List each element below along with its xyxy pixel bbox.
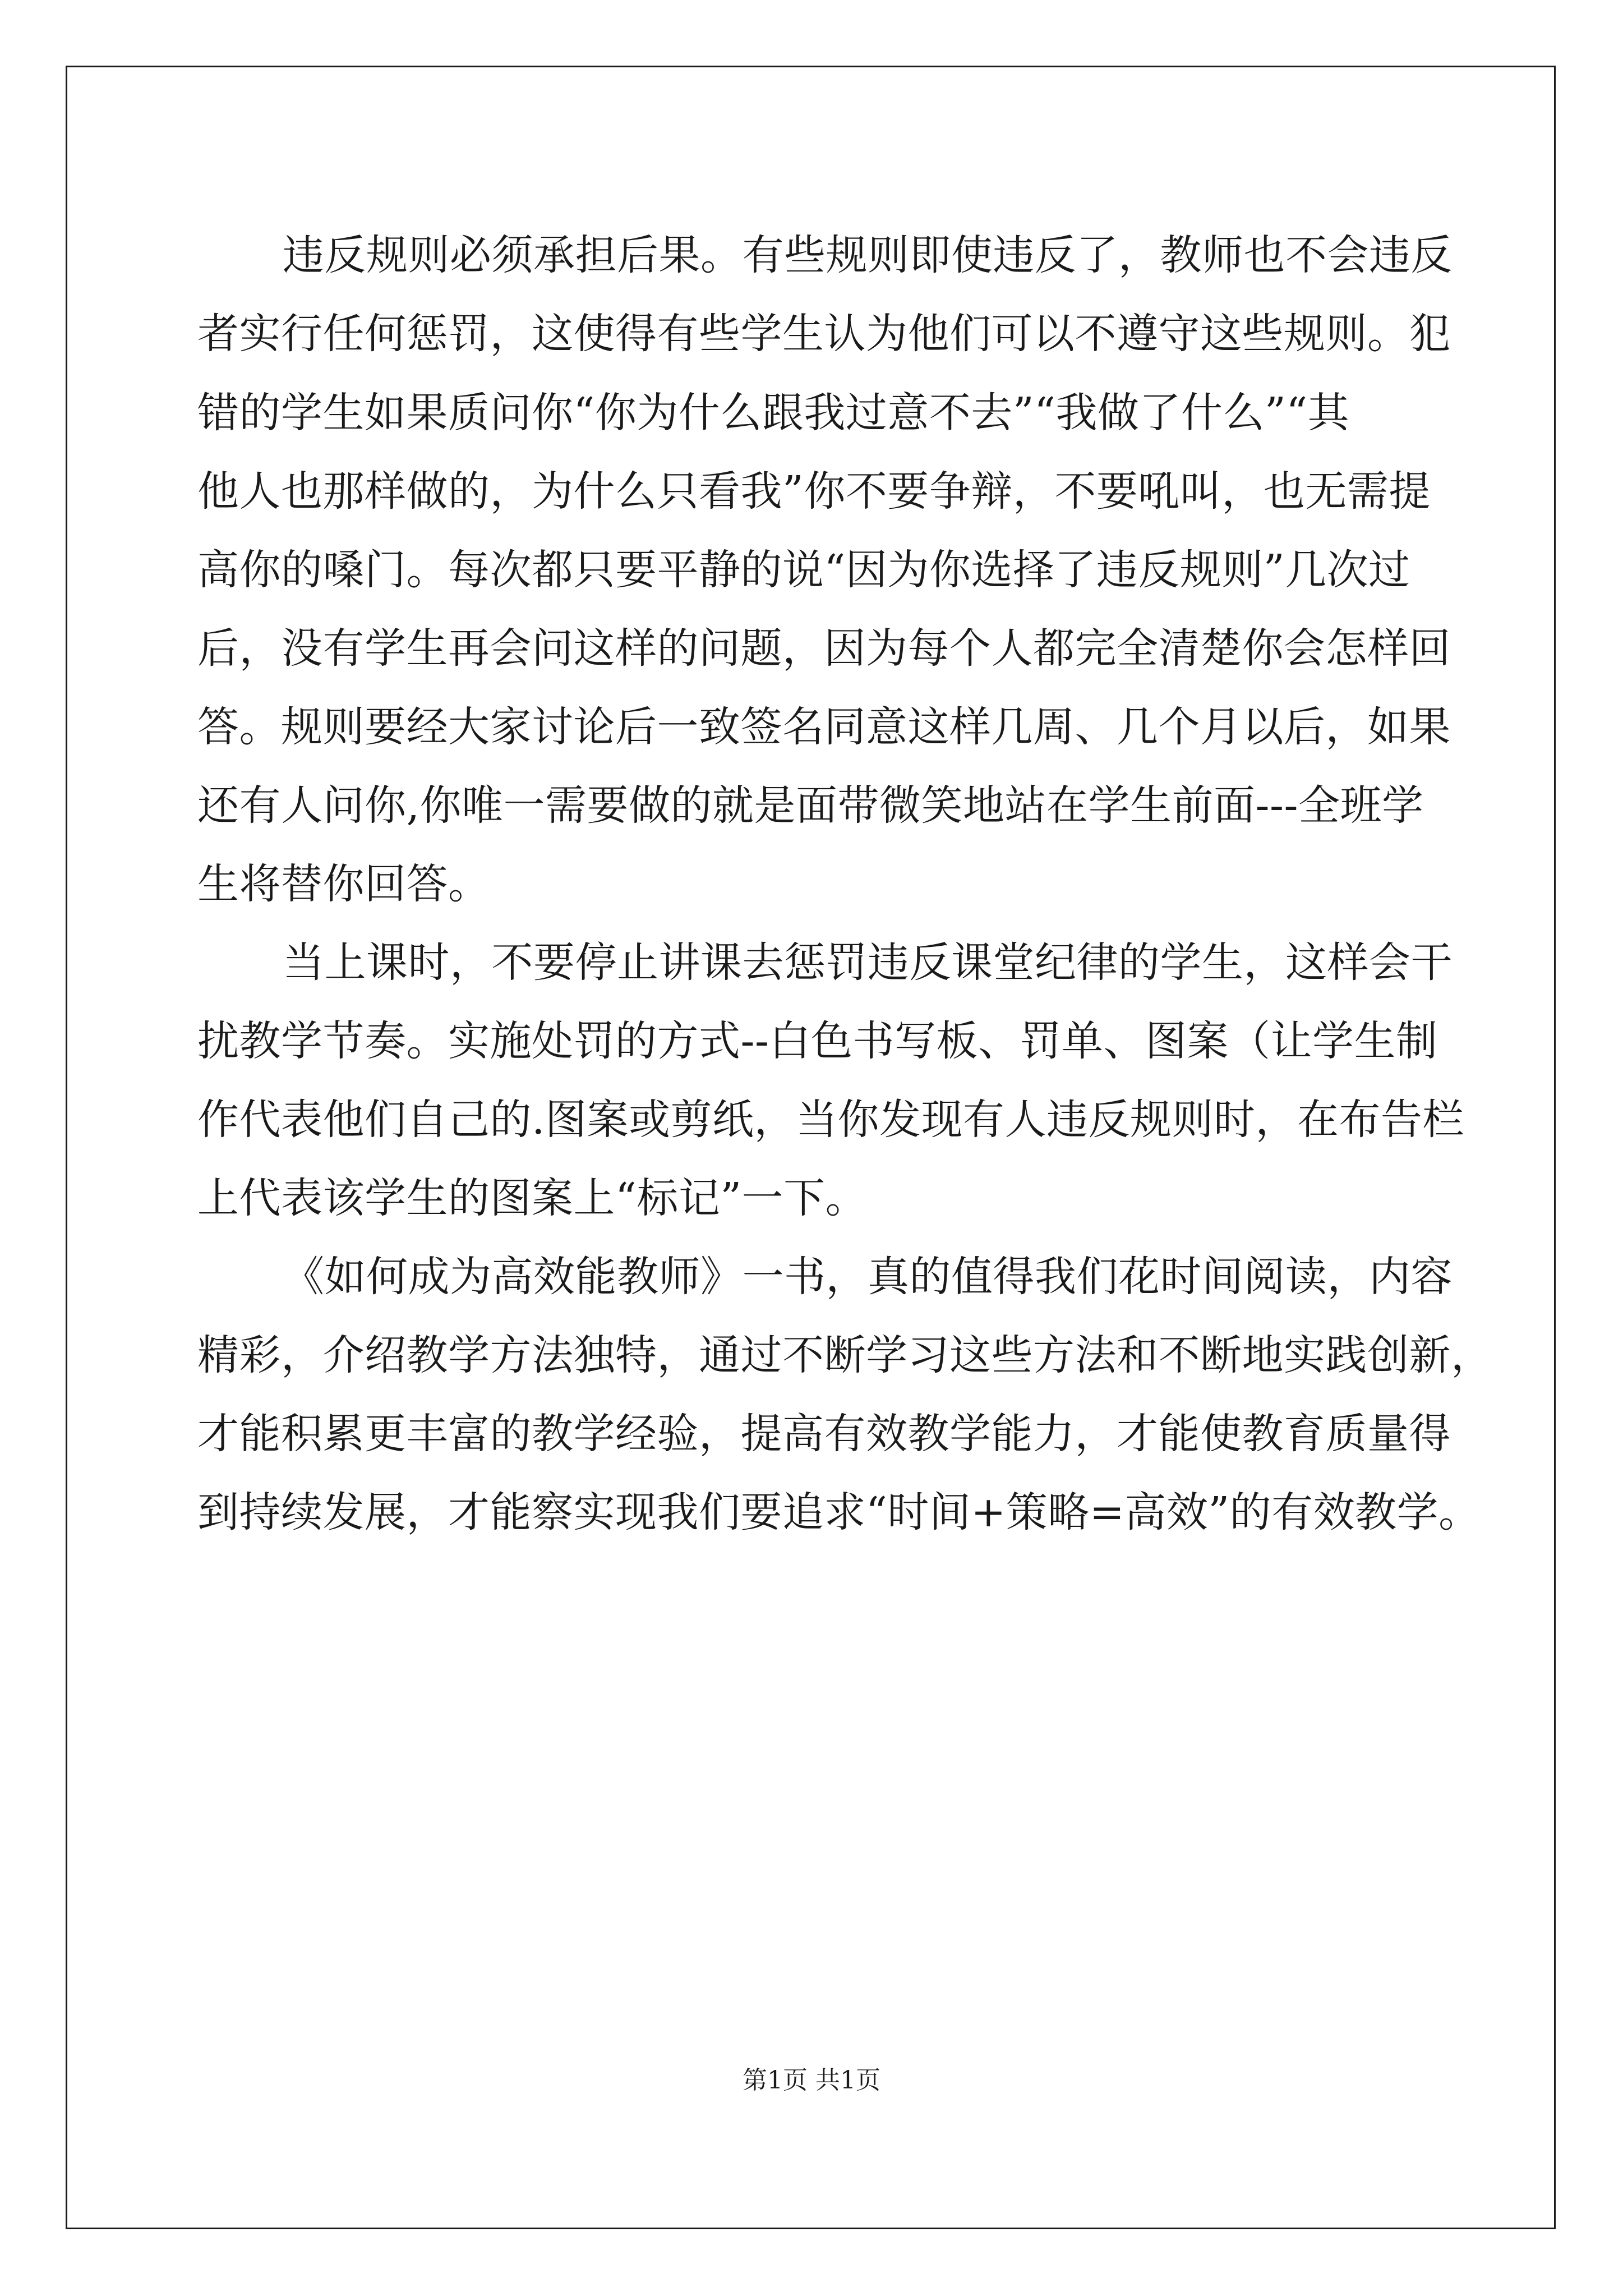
paragraph-1-line-9: 生将替你回答。 <box>197 860 490 908</box>
paragraph-2-line-4: 上代表该学生的图案上“标记”一下。 <box>197 1174 868 1222</box>
paragraph-1-line-2: 者实行任何惩罚，这使得有些学生认为他们可以不遵守这些规则。犯 <box>197 310 1451 358</box>
paragraph-1-line-1: 违反规则必须承担后果。有些规则即使违反了，教师也不会违反 <box>283 231 1453 279</box>
paragraph-2-line-1: 当上课时，不要停止讲课去惩罚违反课堂纪律的学生，这样会干 <box>283 938 1453 987</box>
paragraph-3-line-2: 精彩，介绍教学方法独特，通过不断学习这些方法和不断地实践创新， <box>197 1331 1493 1379</box>
page-number-label: 第1页 共1页 <box>743 2066 880 2095</box>
paragraph-2-line-2: 扰教学节奏。实施处罚的方式--白色书写板、罚单、图案（让学生制 <box>197 1017 1438 1065</box>
paragraph-1-line-8: 还有人问你,你唯一需要做的就是面带微笑地站在学生前面---全班学 <box>197 781 1424 830</box>
paragraph-3-line-3: 才能积累更丰富的教学经验，提高有效教学能力，才能使教育质量得 <box>197 1410 1451 1458</box>
page-footer <box>0 2065 1623 2096</box>
paragraph-3-line-4: 到持续发展，才能察实现我们要追求“时间+策略=高效”的有效教学。 <box>197 1488 1481 1536</box>
paragraph-1-line-7: 答。规则要经大家讨论后一致签名同意这样几周、几个月以后，如果 <box>197 703 1451 751</box>
paragraph-1-line-5: 高你的嗓门。每次都只要平静的说“因为你选择了违反规则”几次过 <box>197 546 1410 594</box>
paragraph-1-line-4: 他人也那样做的，为什么只看我”你不要争辩，不要吼叫，也无需提 <box>197 467 1431 516</box>
paragraph-3-line-1: 《如何成为高效能教师》一书，真的值得我们花时间阅读，内容 <box>283 1253 1453 1301</box>
paragraph-1-line-3: 错的学生如果质问你“你为什么跟我过意不去”“我做了什么”“其 <box>197 389 1350 437</box>
paragraph-2-line-3: 作代表他们自己的.图案或剪纸，当你发现有人违反规则时，在布告栏 <box>197 1096 1465 1144</box>
paragraph-1-line-6: 后，没有学生再会问这样的问题，因为每个人都完全清楚你会怎样回 <box>197 624 1451 673</box>
